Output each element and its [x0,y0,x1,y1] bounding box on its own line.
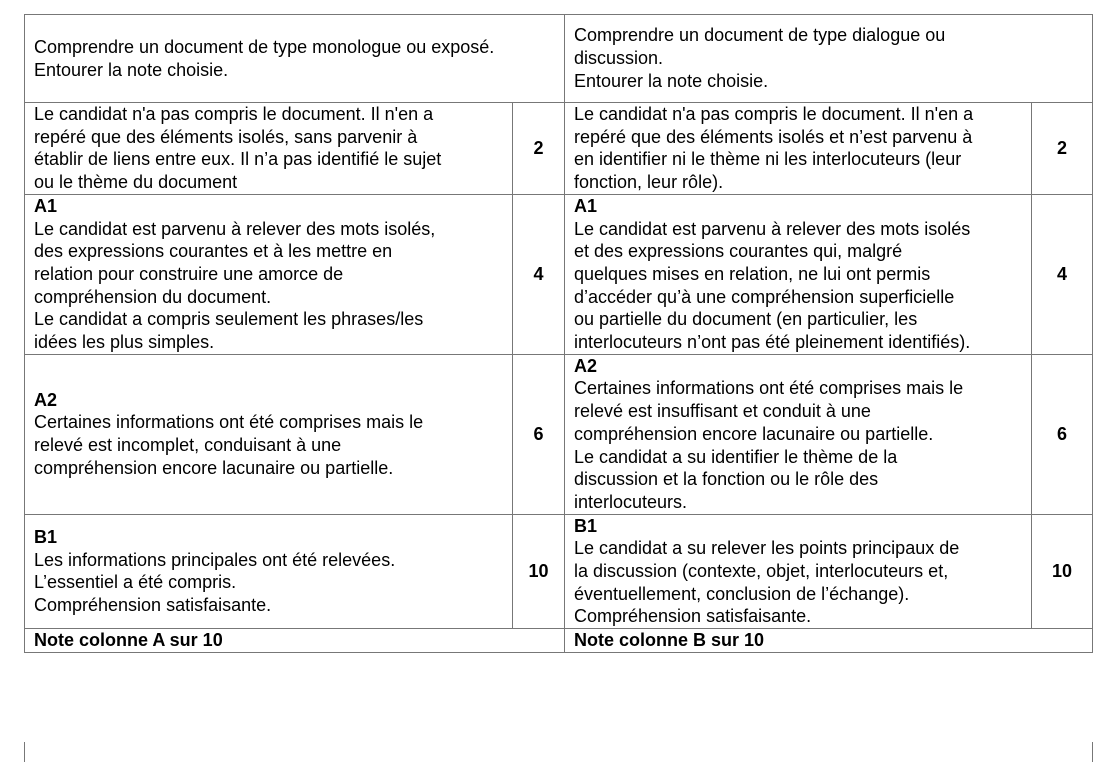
score-col-a[interactable]: 10 [513,514,565,629]
criteria-text-line: quelques mises en relation, ne lui ont permis [574,263,931,284]
criteria-row [25,354,1093,514]
criteria-text-line: relation pour construire une amorce de [34,263,344,284]
score-col-b[interactable]: 6 [1032,354,1093,514]
criteria-text-line: ou le thème du document [34,172,238,193]
footer-row [25,629,1093,653]
criteria-col-a [25,194,513,354]
total-col-b: Note colonne B sur 10 [565,629,1093,653]
criteria-text-line: fonction, leur rôle). [574,172,724,193]
criteria-text-line: ou partielle du document (en particulier, les [574,309,918,330]
criteria-text-line: compréhension encore lacunaire ou partielle. [34,457,394,478]
criteria-text-line: d’accéder qu’à une compréhension superficielle [574,286,955,307]
criteria-text-line: L’essentiel a été compris. [34,572,237,593]
criteria-col-b [565,354,1032,514]
criteria-text-line: compréhension du document. [34,286,272,307]
criteria-col-b [565,194,1032,354]
header-col-b-line: Entourer la note choisie. [574,70,769,91]
header-col-a-line: Comprendre un document de type monologue ou exposé. [34,36,495,57]
level-label: A2 [574,355,598,376]
criteria-text-line: interlocuteurs. [574,491,688,512]
level-label: B1 [574,515,598,536]
criteria-col-a [25,103,513,195]
next-row-frame [24,742,1093,762]
criteria-text-line: Compréhension satisfaisante. [574,606,812,627]
criteria-text-line: Compréhension satisfaisante. [34,595,272,616]
criteria-text-line: établir de liens entre eux. Il n’a pas identifié le sujet [34,149,442,170]
criteria-row [25,514,1093,629]
criteria-text-line: Le candidat n'a pas compris le document. Il n'en a [34,104,434,124]
criteria-text-line: la discussion (contexte, objet, interlocuteurs et, [574,561,949,582]
header-col-a [25,15,565,103]
level-label: A2 [34,389,58,410]
criteria-text-line: interlocuteurs n’ont pas été pleinement identifiés). [574,332,971,353]
score-col-a[interactable]: 6 [513,354,565,514]
assessment-grid [24,14,1093,653]
criteria-text-line: Le candidat a compris seulement les phrases/les [34,309,424,330]
criteria-text-line: Le candidat est parvenu à relever des mots isolés [574,218,971,239]
header-col-a-line: Entourer la note choisie. [34,59,229,80]
level-label: B1 [34,527,58,547]
score-col-b[interactable]: 2 [1032,103,1093,195]
criteria-row [25,103,1093,195]
criteria-text-line: Le candidat est parvenu à relever des mots isolés, [34,218,436,239]
criteria-text-line: relevé est insuffisant et conduit à une [574,401,871,422]
criteria-text-line: Certaines informations ont été comprises mais le [574,378,964,399]
criteria-col-b [565,103,1032,195]
criteria-text-line: Le candidat a su relever les points principaux de [574,538,960,559]
score-col-a[interactable]: 2 [513,103,565,195]
criteria-row [25,194,1093,354]
criteria-text-line: repéré que des éléments isolés, sans parvenir à [34,126,418,147]
level-label: A1 [574,195,598,216]
criteria-col-b [565,514,1032,629]
criteria-text-line: en identifier ni le thème ni les interlocuteurs (leur [574,149,962,170]
header-col-b-line: discussion. [574,48,664,69]
criteria-col-a [25,514,513,629]
criteria-col-a [25,354,513,514]
score-col-b[interactable]: 10 [1032,514,1093,629]
criteria-text-line: discussion et la fonction ou le rôle des [574,469,879,490]
criteria-text-line: relevé est incomplet, conduisant à une [34,435,342,456]
score-col-b[interactable]: 4 [1032,194,1093,354]
criteria-text-line: Le candidat a su identifier le thème de la [574,446,898,467]
criteria-text-line: compréhension encore lacunaire ou partielle. [574,423,934,444]
score-col-a[interactable]: 4 [513,194,565,354]
header-col-b [565,15,1093,103]
criteria-text-line: et des expressions courantes qui, malgré [574,241,903,262]
criteria-text-line: idées les plus simples. [34,332,215,353]
criteria-text-line: des expressions courantes et à les mettre en [34,241,393,262]
level-label: A1 [34,195,58,216]
criteria-text-line: Le candidat n'a pas compris le document. Il n'en a [574,104,974,124]
header-col-b-line: Comprendre un document de type dialogue ou [574,25,946,46]
criteria-text-line: éventuellement, conclusion de l’échange). [574,583,910,604]
criteria-text-line: repéré que des éléments isolés et n’est parvenu à [574,126,973,147]
criteria-text-line: Certaines informations ont été comprises mais le [34,412,424,433]
total-col-a: Note colonne A sur 10 [25,629,565,653]
criteria-text-line: Les informations principales ont été relevées. [34,549,396,570]
header-row [25,15,1093,103]
